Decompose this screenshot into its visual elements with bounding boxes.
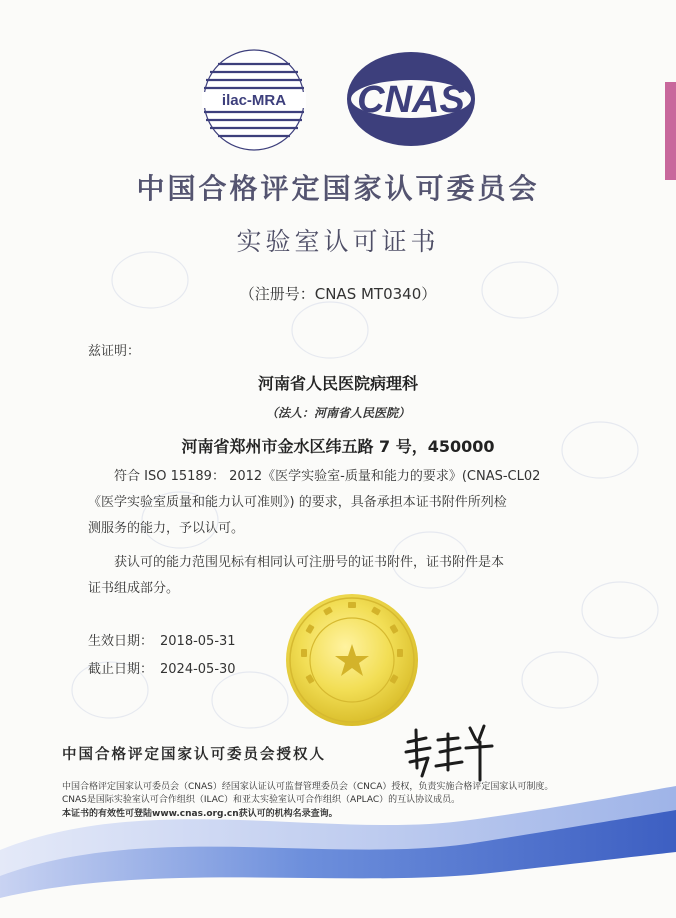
statement-line: 测服务的能力，予以认可。	[88, 521, 245, 536]
edge-tab	[665, 82, 676, 180]
effective-date-label: 生效日期：	[88, 634, 154, 649]
expiry-date	[88, 656, 236, 683]
legal-person: （法人：河南省人民医院）	[265, 406, 410, 420]
statement-line: 符合 ISO 15189： 2012《医学实验室-质量和能力的要求》(CNAS-CL02	[114, 469, 541, 484]
statement-line: 获认可的能力范围见标有相同认可注册号的证书附件，证书附件是本	[114, 555, 505, 570]
expiry-date-value: 2024-05-30	[160, 662, 236, 677]
accreditation-statement	[88, 464, 598, 542]
laboratory-name: 河南省人民医院病理科	[257, 374, 418, 393]
certificate-title: 实验室认可证书	[236, 227, 440, 256]
signature-icon	[400, 718, 496, 784]
expiry-date-label: 截止日期：	[88, 662, 154, 677]
org-title: 中国合格评定国家认可委员会	[136, 172, 540, 205]
authorized-person-label: 中国合格评定国家认可委员会授权人	[62, 747, 326, 763]
statement-line: 证书组成部分。	[88, 581, 180, 596]
registration-number: （注册号：CNAS MT0340）	[239, 285, 437, 303]
cnas-logo	[345, 49, 477, 149]
gold-seal-icon	[282, 590, 422, 730]
footnote-validity-check: 本证书的有效性可登陆www.cnas.org.cn获认可的机构名录查询。	[62, 809, 338, 819]
svg-text:CNAS: CNAS	[357, 79, 465, 121]
footnote-cnas-authorization: 中国合格评定国家认可委员会（CNAS）经国家认证认可监督管理委员会（CNCA）授权，负责实施合格评定国家认可制度。	[62, 782, 554, 792]
svg-text:ilac-MRA: ilac-MRA	[221, 92, 287, 109]
ilac-mra-logo	[200, 46, 308, 154]
statement-line: 《医学实验室质量和能力认可准则》) 的要求，具备承担本证书附件所列检	[88, 495, 507, 510]
certify-label: 兹证明：	[88, 344, 141, 359]
laboratory-address: 河南省郑州市金水区纬五路 7 号，450000	[181, 437, 495, 456]
effective-date-value: 2018-05-31	[160, 634, 236, 649]
effective-date	[88, 628, 236, 655]
footnote-cnas-membership: CNAS是国际实验室认可合作组织（ILAC）和亚太实验室认可合作组织（APLAC）的互认协议成员。	[62, 795, 461, 805]
